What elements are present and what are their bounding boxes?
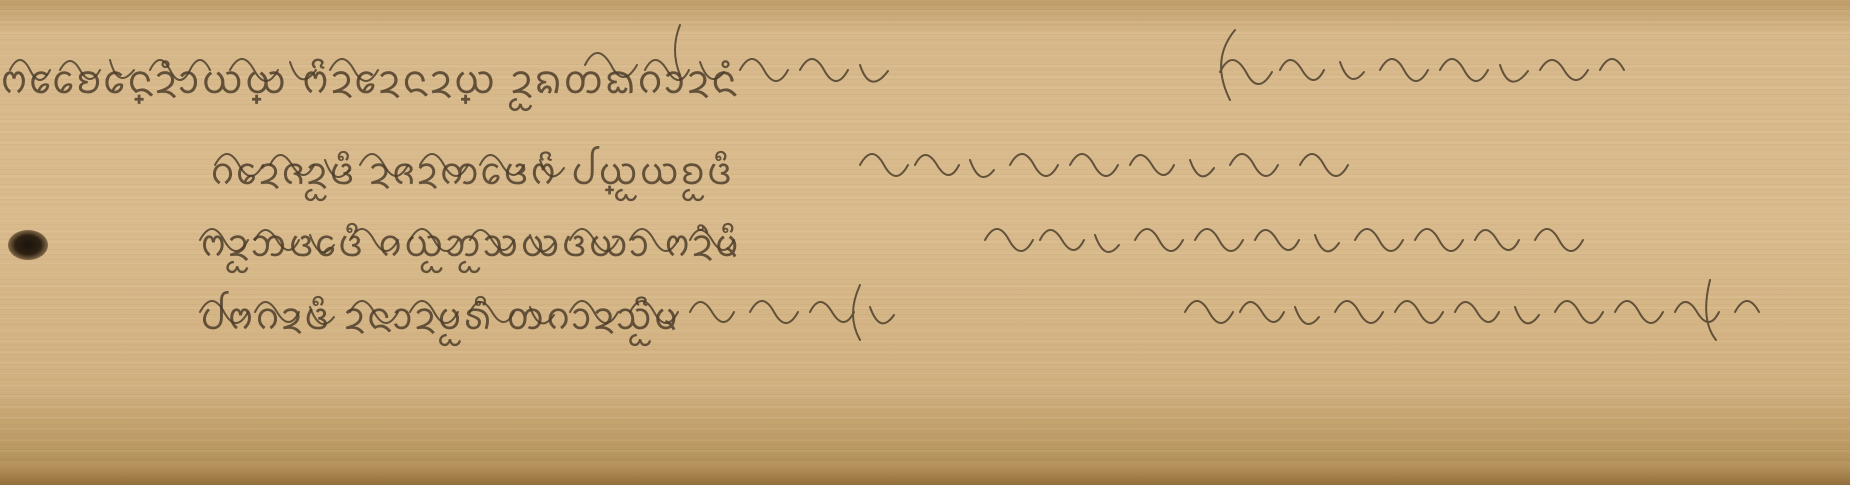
glyph-stroke bbox=[1220, 59, 1624, 84]
leaf-edge bbox=[0, 463, 1850, 485]
manuscript-line-1: ᨻᩯᨧᩮ᩠ᨶᨯᩴᩣᨿ᩠ᨿ ᨻᩦᨯᩮᨯᨶᨯ᩠ᨿ ᨯᩬᨦᨲᨳᨣᩣᨯᨶᩴ bbox=[0, 57, 739, 103]
manuscript-line-4: ᨸᨻᨣᨯᨴᩥ ᨯᨶᩣᨯᨷᩬᩁᩥ ᨲᨣᩣᨯᩈᩦᩬᨾ bbox=[200, 294, 680, 338]
glyph-stroke bbox=[985, 229, 1583, 252]
glyph-stroke bbox=[860, 154, 1348, 177]
manuscript-line-2: ᨣᩮᨯᨩᨯᩬᨴᩥ ᨯᨩᨯᨠᩮᨴᨻᩦ ᨸ᩠ᨿᩬᨿᨧᩬᨴᩥ bbox=[210, 149, 734, 193]
glyph-stroke bbox=[853, 280, 1716, 340]
glyph-stroke bbox=[1185, 301, 1759, 324]
manuscript-line-3: ᨻᨯᩬᨽᨴᩮᨴᩥ ᨣᨿᩬᨽᩬᩈᨿᨴᨿᩣ ᨻᨯᩫᨾᩥ bbox=[200, 221, 741, 265]
